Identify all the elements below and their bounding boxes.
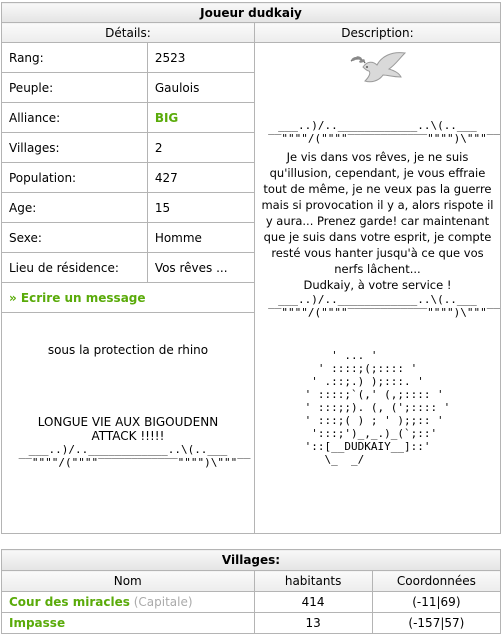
column-coordinates: Coordonnées — [372, 571, 500, 592]
description-signature: Dudkaiy, à votre service ! — [303, 278, 452, 292]
village-name-cell — [2, 592, 255, 613]
residence-value: Vos rêves ... — [147, 253, 254, 283]
table-row — [2, 613, 501, 634]
details-header: Détails: — [2, 23, 255, 43]
description-ascii-bottom: ___..)/..____________..\(..___ ‾‾""""/(""""‾‾‾‾‾‾‾‾‾‾‾‾"""")\"""‾‾ — [268, 293, 500, 319]
age-value: 15 — [147, 193, 254, 223]
population-value: 427 — [147, 163, 254, 193]
description-ascii-top: ___..)/..____________..\(..___ ‾‾""""/(""""‾‾‾‾‾‾‾‾‾‾‾‾"""")\"""‾‾ — [268, 119, 500, 145]
sex-label: Sexe: — [2, 223, 148, 253]
age-label: Age: — [2, 193, 148, 223]
player-profile-table — [1, 2, 501, 534]
residence-label: Lieu de résidence: — [2, 253, 148, 283]
write-message-row — [2, 283, 255, 313]
alliance-link[interactable]: BIG — [147, 103, 254, 133]
rank-label: Rang: — [2, 43, 148, 73]
village-name-cell — [2, 613, 255, 634]
village-inhabitants: 13 — [254, 613, 372, 634]
description-text: Je vis dans vos rêves, je ne suis qu'illusion, cependant, je vous effraie tout de même, je ne veux pas la guerre mais si provocation il y a, alors rispote il y aura... Prenez garde! car maintenant que je suis dans votre esprit, je compte resté vous hanter jusqu'à ce que vos nerfs lâchent... — [261, 150, 494, 276]
village-inhabitants: 414 — [254, 592, 372, 613]
sex-value: Homme — [147, 223, 254, 253]
left-ascii-border: ___..)/..____________..\(..___ ‾‾""""/(""""‾‾‾‾‾‾‾‾‾‾‾‾"""")\"""‾‾ — [18, 443, 251, 469]
village-link[interactable]: Impasse — [9, 616, 66, 630]
capital-tag: (Capitale) — [133, 595, 193, 609]
population-label: Population: — [2, 163, 148, 193]
villages-value: 2 — [147, 133, 254, 163]
rank-value: 2523 — [147, 43, 254, 73]
table-row — [2, 592, 501, 613]
protection-text: sous la protection de rhino — [47, 343, 209, 357]
tribe-label: Peuple: — [2, 73, 148, 103]
write-message-link[interactable]: » Ecrire un message — [9, 290, 146, 305]
column-name: Nom — [2, 571, 255, 592]
village-link[interactable]: Cour des miracles — [9, 595, 130, 609]
long-live-text: LONGUE VIE AUX BIGOUDENN ATTACK !!!!! — [37, 415, 219, 443]
dove-with-olive-branch-icon — [345, 49, 409, 93]
villages-table — [1, 549, 501, 634]
column-inhabitants: habitants — [254, 571, 372, 592]
description-header: Description: — [254, 23, 500, 43]
villages-label: Villages: — [2, 133, 148, 163]
villages-title: Villages: — [2, 550, 501, 571]
alliance-label: Alliance: — [2, 103, 148, 133]
dudkaiy-ascii-art: ' ... ' ' ::::;(;:::: ' ' .::;.) );:::. ' ' ::::;`(,' (,;:::: ' ' :::;;). (, (';:::: ' ' :::;( ) ; ' );;:: ' ':::;')_,_.)_(`;::' '::[__DUDKAIY__]::' \_ _/ — [304, 349, 451, 466]
village-coords[interactable]: (-157|57) — [372, 613, 500, 634]
village-coords[interactable]: (-11|69) — [372, 592, 500, 613]
tribe-value: Gaulois — [147, 73, 254, 103]
player-note-panel — [2, 313, 255, 534]
profile-title: Joueur dudkaiy — [2, 3, 501, 23]
description-panel — [254, 43, 500, 534]
